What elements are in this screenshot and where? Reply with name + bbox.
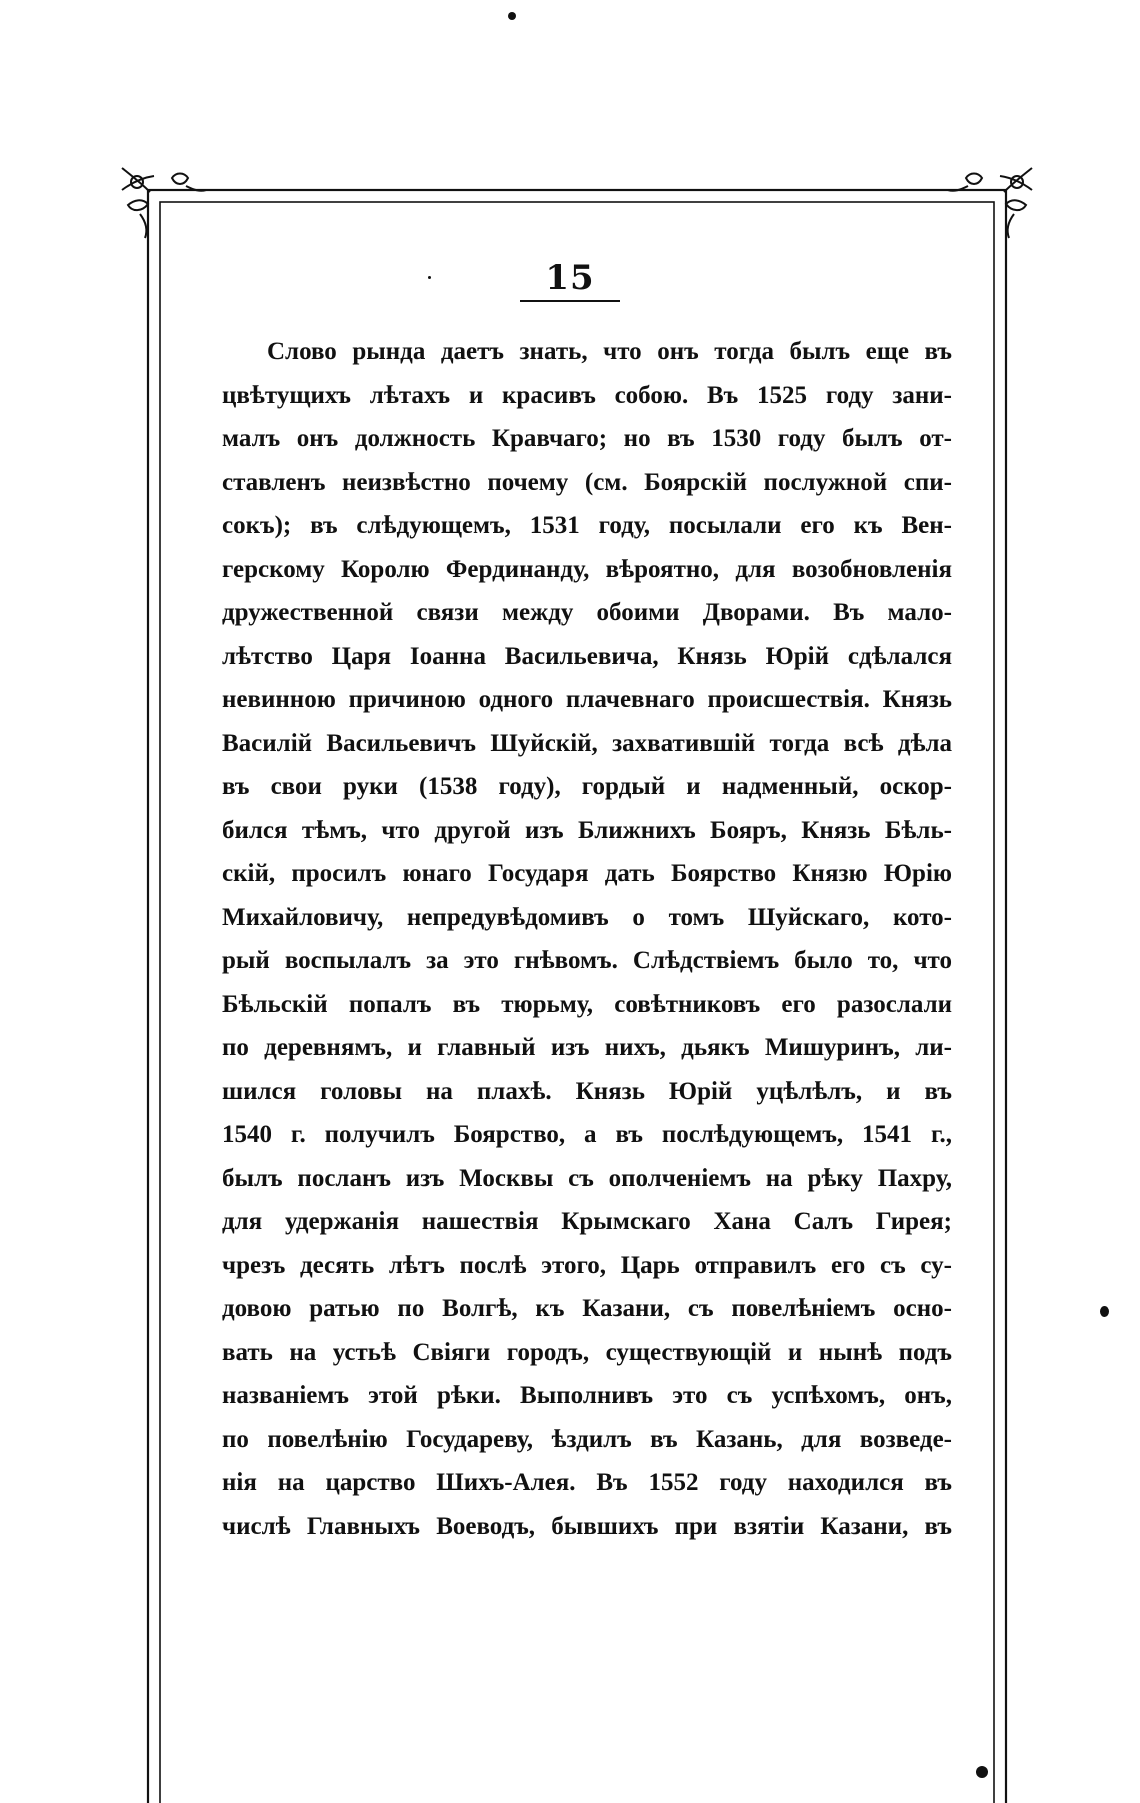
text-line: Слово рында даетъ знать, что онъ тогда былъ еще въ (267, 338, 952, 365)
text-line: по деревнямъ, и главный изъ нихъ, дьякъ Мишуринъ, ли- (222, 1034, 952, 1061)
text-line: вать на устьѣ Свіяги городъ, существующій и нынѣ подъ (222, 1338, 952, 1366)
text-line: Василій Васильевичъ Шуйскій, захватившій тогда всѣ дѣла (222, 729, 952, 757)
page-number-rule (520, 300, 620, 302)
corner-ornament-top-left (122, 168, 206, 238)
text-line: для удержанія нашествія Крымскаго Хана Салъ Гирея; (222, 1208, 952, 1235)
text-line: названіемъ этой рѣки. Выполнивъ это съ успѣхомъ, онъ, (222, 1382, 952, 1409)
text-line: лѣтство Царя Іоанна Васильевича, Князь Юрій сдѣлался (222, 642, 952, 670)
body-text (222, 330, 952, 1548)
text-line: дружественной связи между обоими Дворами. Въ мало- (222, 599, 952, 626)
text-line: невинною причиною одного плачевнаго происшествія. Князь (222, 686, 952, 713)
text-line: сокъ); въ слѣдующемъ, 1531 году, посылали его къ Вен- (222, 512, 952, 539)
text-line: 1540 г. получилъ Боярство, а въ послѣдующемъ, 1541 г., (222, 1121, 952, 1148)
text-line: довою ратью по Волгѣ, къ Казани, съ повелѣніемъ осно- (222, 1295, 952, 1322)
text-line: Бѣльскій попалъ въ тюрьму, совѣтниковъ его разослали (222, 990, 952, 1018)
text-line: цвѣтущихъ лѣтахъ и красивъ собою. Въ 1525 году зани- (222, 381, 952, 409)
text-line: шился головы на плахѣ. Князь Юрій уцѣлѣлъ, и въ (222, 1077, 952, 1105)
text-line: рый воспылалъ за это гнѣвомъ. Слѣдствіемъ было то, что (222, 947, 952, 974)
text-line: малъ онъ должность Кравчаго; но въ 1530 году былъ от- (222, 425, 952, 452)
ink-speck (1100, 1306, 1109, 1317)
text-line: чрезъ десять лѣтъ послѣ этого, Царь отправилъ его съ су- (222, 1251, 952, 1279)
ink-speck (508, 12, 516, 20)
ink-speck (976, 1766, 988, 1778)
text-line: Михайловичу, непредувѣдомивъ о томъ Шуйскаго, кото- (222, 903, 952, 931)
text-line: бился тѣмъ, что другой изъ Ближнихъ Бояръ, Князь Бѣль- (222, 816, 952, 844)
page-number: 15 (545, 258, 595, 298)
text-line: скій, просилъ юнаго Государя дать Боярство Князю Юрію (222, 860, 952, 887)
text-line: числѣ Главныхъ Воеводъ, бывшихъ при взятіи Казани, въ (222, 1512, 952, 1540)
text-line: въ свои руки (1538 году), гордый и надменный, оскор- (222, 773, 952, 800)
ink-speck (428, 276, 431, 279)
text-line: былъ посланъ изъ Москвы съ ополченіемъ на рѣку Пахру, (222, 1164, 952, 1192)
text-line: герскому Королю Фердинанду, вѣроятно, для возобновленія (222, 555, 952, 583)
corner-ornament-top-right (948, 168, 1032, 238)
text-line: по повелѣнію Государеву, ѣздилъ въ Казань, для возведе- (222, 1425, 952, 1453)
text-line: ставленъ неизвѣстно почему (см. Боярскій послужной спи- (222, 468, 952, 496)
text-line: нія на царство Шихъ-Алея. Въ 1552 году находился въ (222, 1469, 952, 1496)
